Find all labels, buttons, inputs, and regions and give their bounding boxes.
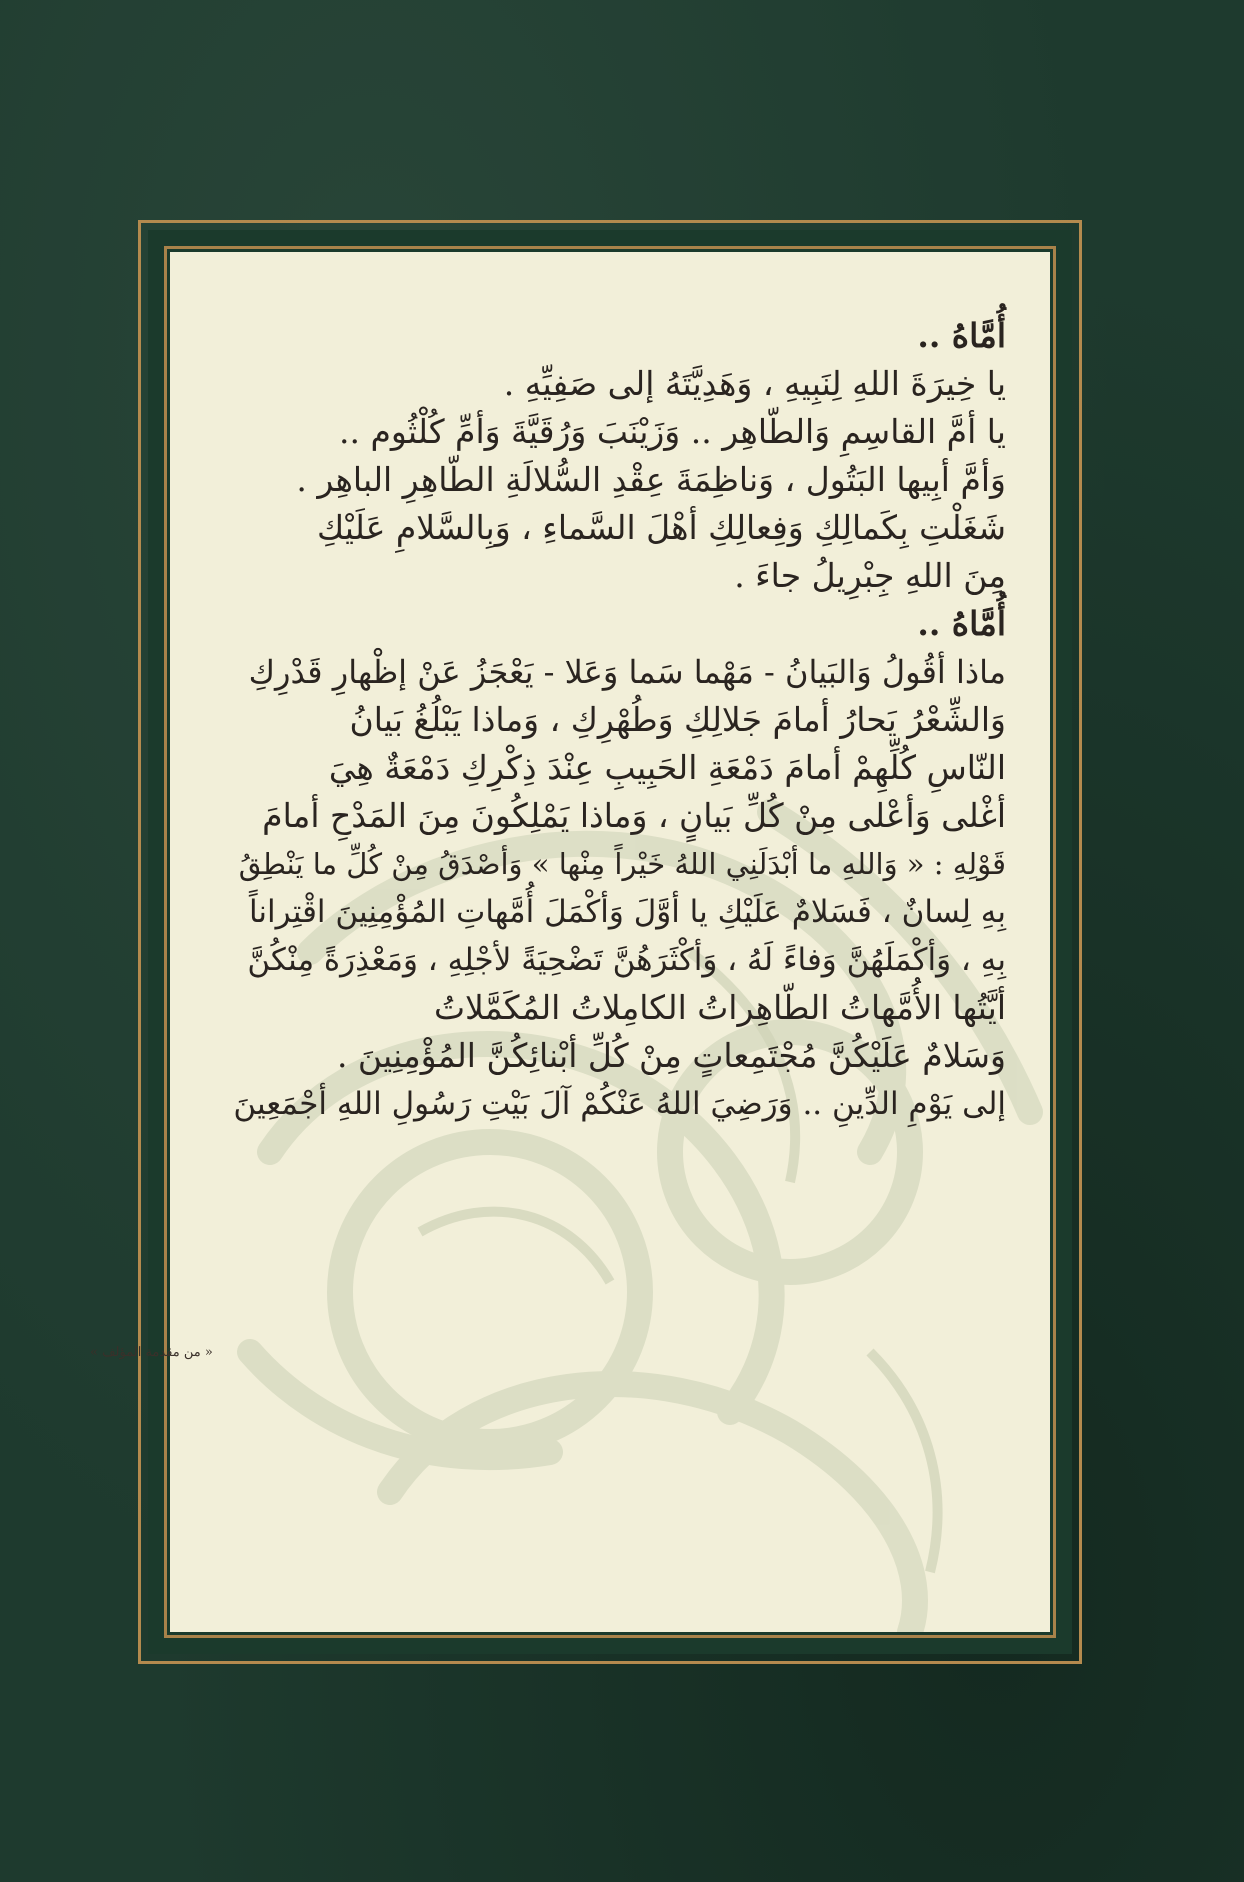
poem-line: إلى يَوْمِ الدِّينِ .. وَرَضِيَ اللهُ عَنْكُمْ آلَ بَيْتِ رَسُولِ اللهِ أجْمَعِينَ [233, 1086, 1006, 1122]
heading-ummah-2: أُمَّاهُ .. [917, 604, 1006, 643]
poem-line: أيَّتُها الأُمَّهاتُ الطّاهِراتُ الكامِلاتُ المُكَمَّلاتُ [433, 988, 1006, 1027]
poem-line: مِنَ اللهِ جِبْرِيلُ جاءَ . [734, 556, 1006, 595]
poem-line: النّاسِ كُلِّهِمْ أمامَ دَمْعَةِ الحَبِيبِ عِنْدَ ذِكْرِكِ دَمْعَةٌ هِيَ [328, 748, 1006, 787]
poem-line: يا خِيرَةَ اللهِ لِنَبِيهِ ، وَهَدِيَّتَهُ إلى صَفِيِّهِ . [503, 364, 1006, 403]
poem-line: وَسَلامٌ عَلَيْكُنَّ مُجْتَمِعاتٍ مِنْ كُلِّ أبْنائِكُنَّ المُؤْمِنِينَ . [336, 1036, 1006, 1075]
heading-ummah-1: أُمَّاهُ .. [917, 316, 1006, 355]
poem-line: وَأمَّ أبِيها البَتُول ، وَناظِمَةَ عِقْدِ السُّلالَةِ الطّاهِرِ الباهِر . [296, 460, 1006, 499]
poem-line: يا أمَّ القاسِمِ وَالطّاهِر .. وَزَيْنَبَ وَرُقَيَّةَ وَأمِّ كُلْثُوم .. [338, 412, 1006, 451]
text-panel [170, 252, 1050, 1632]
author-attribution: « من مقدمة المؤلف » [90, 1345, 213, 1360]
poem-line: بِهِ لِسانٌ ، فَسَلامٌ عَلَيْكِ يا أوَّلَ وَأكْمَلَ أُمَّهاتِ المُؤْمِنِينَ اقْتِراناً [248, 894, 1006, 930]
poem-line: شَغَلْتِ بِكَمالِكِ وَفِعالِكِ أهْلَ السَّماءِ ، وَبِالسَّلامِ عَلَيْكِ [317, 508, 1006, 547]
poem-line: أغْلى وَأعْلى مِنْ كُلِّ بَيانٍ ، وَماذا يَمْلِكُونَ مِنَ المَدْحِ أمامَ [262, 796, 1006, 835]
poem-line: ماذا أقُولُ وَالبَيانُ - مَهْما سَما وَعَلا - يَعْجَزُ عَنْ إظْهارِ قَدْرِكِ [248, 653, 1006, 691]
poem-text [226, 312, 1006, 1128]
poem-line: قَوْلِهِ : « وَاللهِ ما أبْدَلَنِي اللهُ خَيْراً مِنْها » وَأصْدَقُ مِنْ كُلِّ ما يَنْطِقُ [238, 847, 1006, 881]
poem-line: وَالشِّعْرُ يَحارُ أمامَ جَلالِكِ وَطُهْرِكِ ، وَماذا يَبْلُغُ بَيانُ [349, 700, 1006, 739]
poem-line: بِهِ ، وَأكْمَلَهُنَّ وَفاءً لَهُ ، وَأكْثَرَهُنَّ تَضْحِيَةً لأجْلِهِ ، وَمَعْذِرَةً مِنْكُنَّ [247, 942, 1006, 978]
